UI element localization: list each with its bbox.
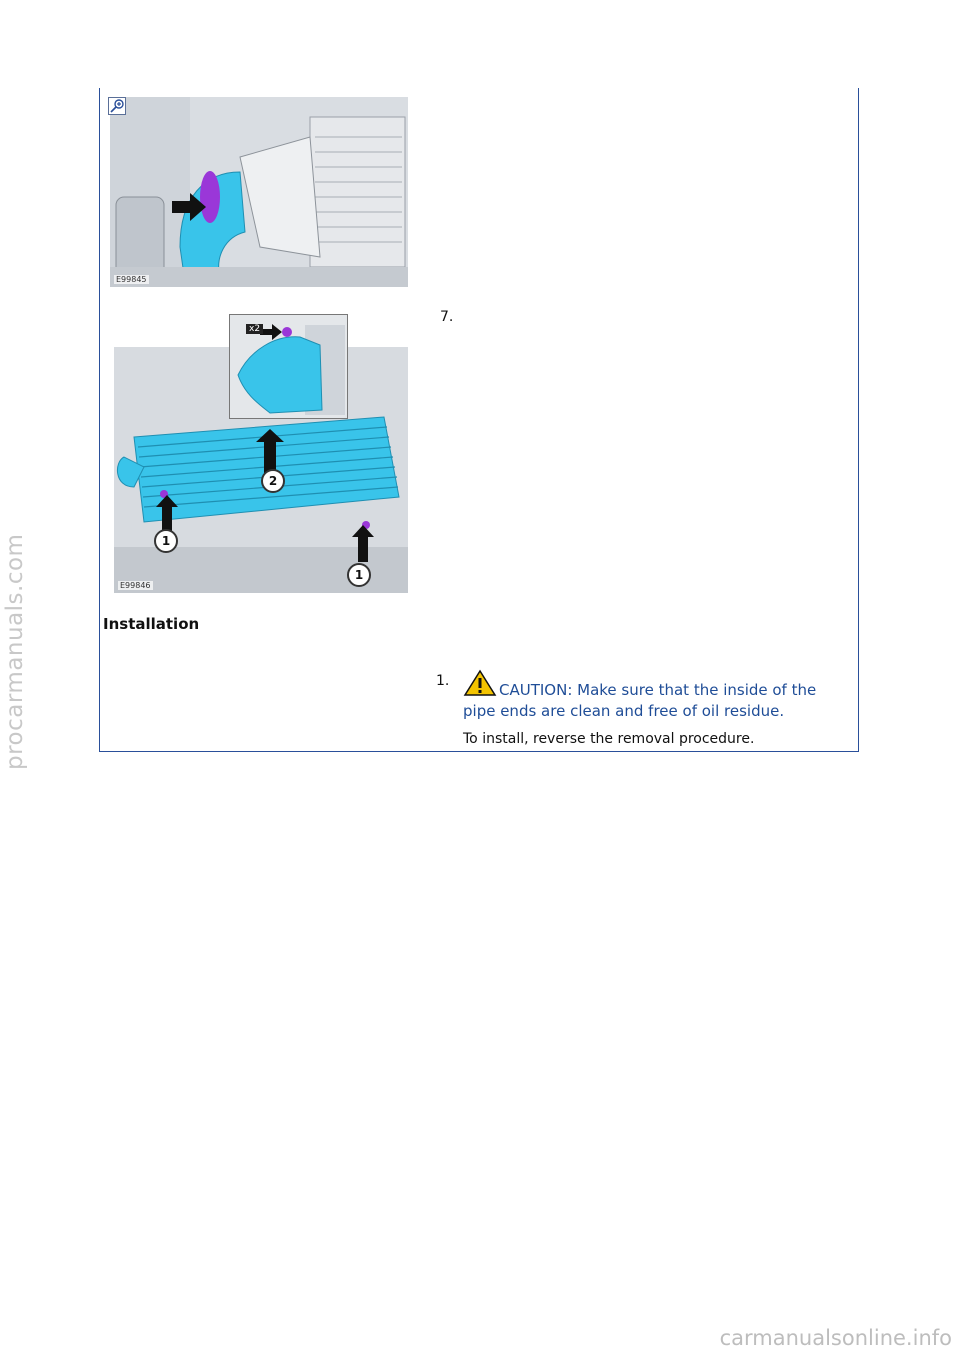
zoom-icon[interactable] [108,97,126,115]
install-instruction: To install, reverse the removal procedure. [463,731,755,747]
caution-note [463,669,833,721]
figure-label: E99845 [116,275,147,284]
figure-hose-disconnect [110,97,408,287]
watermark-bottom: carmanualsonline.info [719,1326,952,1350]
callout-1-left: 1 [154,529,178,553]
step-number-install: 1. [436,673,450,689]
step-number-removal: 7. [440,309,454,325]
warning-triangle-icon [463,669,497,702]
callout-1-right: 1 [347,563,371,587]
figure-inset-detail [229,314,348,419]
section-title-installation: Installation [103,615,200,633]
callout-2: 2 [261,469,285,493]
watermark-left: procarmanuals.com [2,533,28,770]
caution-text: CAUTION: Make sure that the inside of the pipe ends are clean and free of oil residue. [463,681,817,720]
callout-x2: x2 [246,324,263,334]
figure-label: E99846 [120,581,151,590]
